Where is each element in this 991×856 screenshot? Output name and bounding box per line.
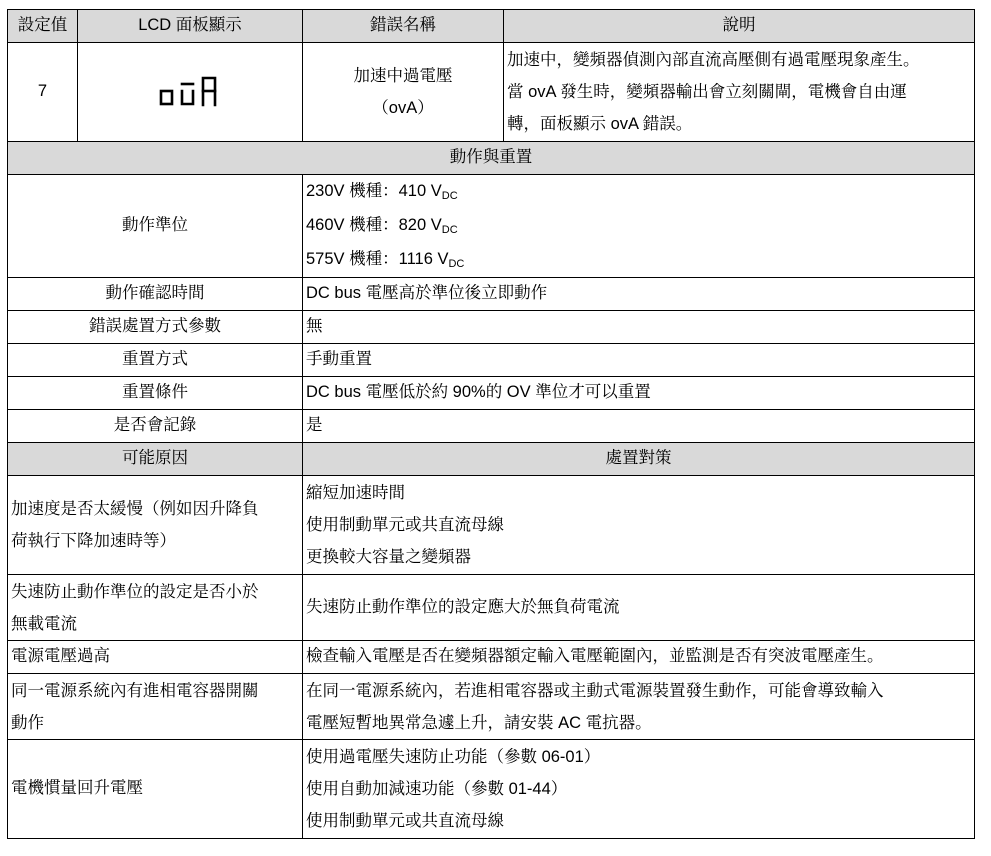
header-lcd: LCD 面板顯示 bbox=[78, 10, 303, 43]
measure-line: 檢查輸入電壓是否在變頻器額定輸入電壓範圍內，並監測是否有突波電壓產生。 bbox=[306, 647, 884, 666]
section-title: 動作與重置 bbox=[8, 142, 975, 175]
cause-text bbox=[8, 674, 303, 740]
cause-line: 荷執行下降加速時等） bbox=[11, 532, 176, 550]
info-row bbox=[8, 311, 975, 344]
info-row bbox=[8, 410, 975, 443]
cause-text bbox=[8, 641, 303, 674]
info-label: 是否會記錄 bbox=[8, 410, 303, 443]
measure-text bbox=[303, 476, 975, 575]
info-row bbox=[8, 377, 975, 410]
level-values bbox=[303, 175, 975, 278]
info-value: 是 bbox=[303, 410, 975, 443]
cause-line: 同一電源系統內有進相電容器開關 bbox=[11, 681, 259, 700]
fault-name bbox=[303, 43, 504, 142]
measure-line: 使用制動單元或共直流母線 bbox=[306, 516, 504, 534]
info-value: DC bus 電壓低於約 90%的 OV 準位才可以重置 bbox=[303, 377, 975, 410]
cause-line: 無載電流 bbox=[11, 614, 77, 633]
measure-line: 在同一電源系統內，若進相電容器或主動式電源裝置發生動作，可能會導致輸入 bbox=[306, 681, 884, 700]
fault-description bbox=[504, 43, 975, 142]
cause-text bbox=[8, 740, 303, 839]
level-row bbox=[8, 175, 975, 278]
header-error-name: 錯誤名稱 bbox=[303, 10, 504, 43]
section-action-reset bbox=[8, 142, 975, 175]
info-value: 無 bbox=[303, 311, 975, 344]
header-setting: 設定值 bbox=[8, 10, 78, 43]
level-label: 動作準位 bbox=[8, 175, 303, 278]
measure-line: 使用過電壓失速防止功能（參數 06-01） bbox=[306, 748, 601, 766]
fault-row bbox=[8, 43, 975, 142]
fault-name-line1: 加速中過電壓 bbox=[353, 67, 453, 85]
info-label: 重置方式 bbox=[8, 344, 303, 377]
info-row bbox=[8, 278, 975, 311]
measure-line: 失速防止動作準位的設定應大於無負荷電流 bbox=[306, 597, 620, 616]
cause-row bbox=[8, 674, 975, 740]
cause-line: 失速防止動作準位的設定是否小於 bbox=[11, 582, 259, 601]
cause-line: 動作 bbox=[11, 713, 44, 732]
level-value: 230V 機種：410 VDC bbox=[306, 182, 458, 202]
desc-line: 轉，面板顯示 ovA 錯誤。 bbox=[507, 115, 693, 133]
fault-value: 7 bbox=[8, 43, 78, 142]
desc-line: 當 ovA 發生時，變頻器輸出會立刻關閘，電機會自由運 bbox=[507, 83, 907, 101]
info-value: DC bus 電壓高於準位後立即動作 bbox=[303, 278, 975, 311]
causes-header-row bbox=[8, 443, 975, 476]
lcd-display bbox=[78, 43, 303, 142]
cause-line: 加速度是否太緩慢（例如因升降負 bbox=[11, 500, 259, 518]
cause-row bbox=[8, 575, 975, 641]
cause-row bbox=[8, 740, 975, 839]
cause-text bbox=[8, 476, 303, 575]
measure-text bbox=[303, 740, 975, 839]
cause-row bbox=[8, 641, 975, 674]
measure-line: 使用自動加減速功能（參數 01-44） bbox=[306, 780, 568, 798]
info-label: 重置條件 bbox=[8, 377, 303, 410]
measure-text bbox=[303, 641, 975, 674]
fault-table bbox=[7, 9, 975, 839]
level-value: 575V 機種：1116 VDC bbox=[306, 250, 465, 270]
cause-line: 電機慣量回升電壓 bbox=[11, 779, 143, 798]
level-value: 460V 機種：820 VDC bbox=[306, 216, 458, 236]
measure-text bbox=[303, 575, 975, 641]
info-row bbox=[8, 344, 975, 377]
info-label: 錯誤處置方式參數 bbox=[8, 311, 303, 344]
header-description: 說明 bbox=[504, 10, 975, 43]
cause-row bbox=[8, 476, 975, 575]
measure-line: 縮短加速時間 bbox=[306, 484, 405, 502]
fault-name-line2: （ovA） bbox=[372, 99, 434, 117]
ova-seven-segment-icon bbox=[158, 75, 222, 109]
measure-text bbox=[303, 674, 975, 740]
info-label: 動作確認時間 bbox=[8, 278, 303, 311]
measure-line: 使用制動單元或共直流母線 bbox=[306, 812, 504, 830]
cause-line: 電源電壓過高 bbox=[11, 647, 110, 666]
cause-text bbox=[8, 575, 303, 641]
measure-line: 電壓短暫地異常急遽上升，請安裝 AC 電抗器。 bbox=[306, 713, 652, 732]
cause-header: 可能原因 bbox=[8, 443, 303, 476]
header-row bbox=[8, 10, 975, 43]
info-value: 手動重置 bbox=[303, 344, 975, 377]
measure-line: 更換較大容量之變頻器 bbox=[306, 548, 471, 566]
measure-header: 處置對策 bbox=[303, 443, 975, 476]
desc-line: 加速中，變頻器偵測內部直流高壓側有過電壓現象產生。 bbox=[507, 51, 920, 69]
